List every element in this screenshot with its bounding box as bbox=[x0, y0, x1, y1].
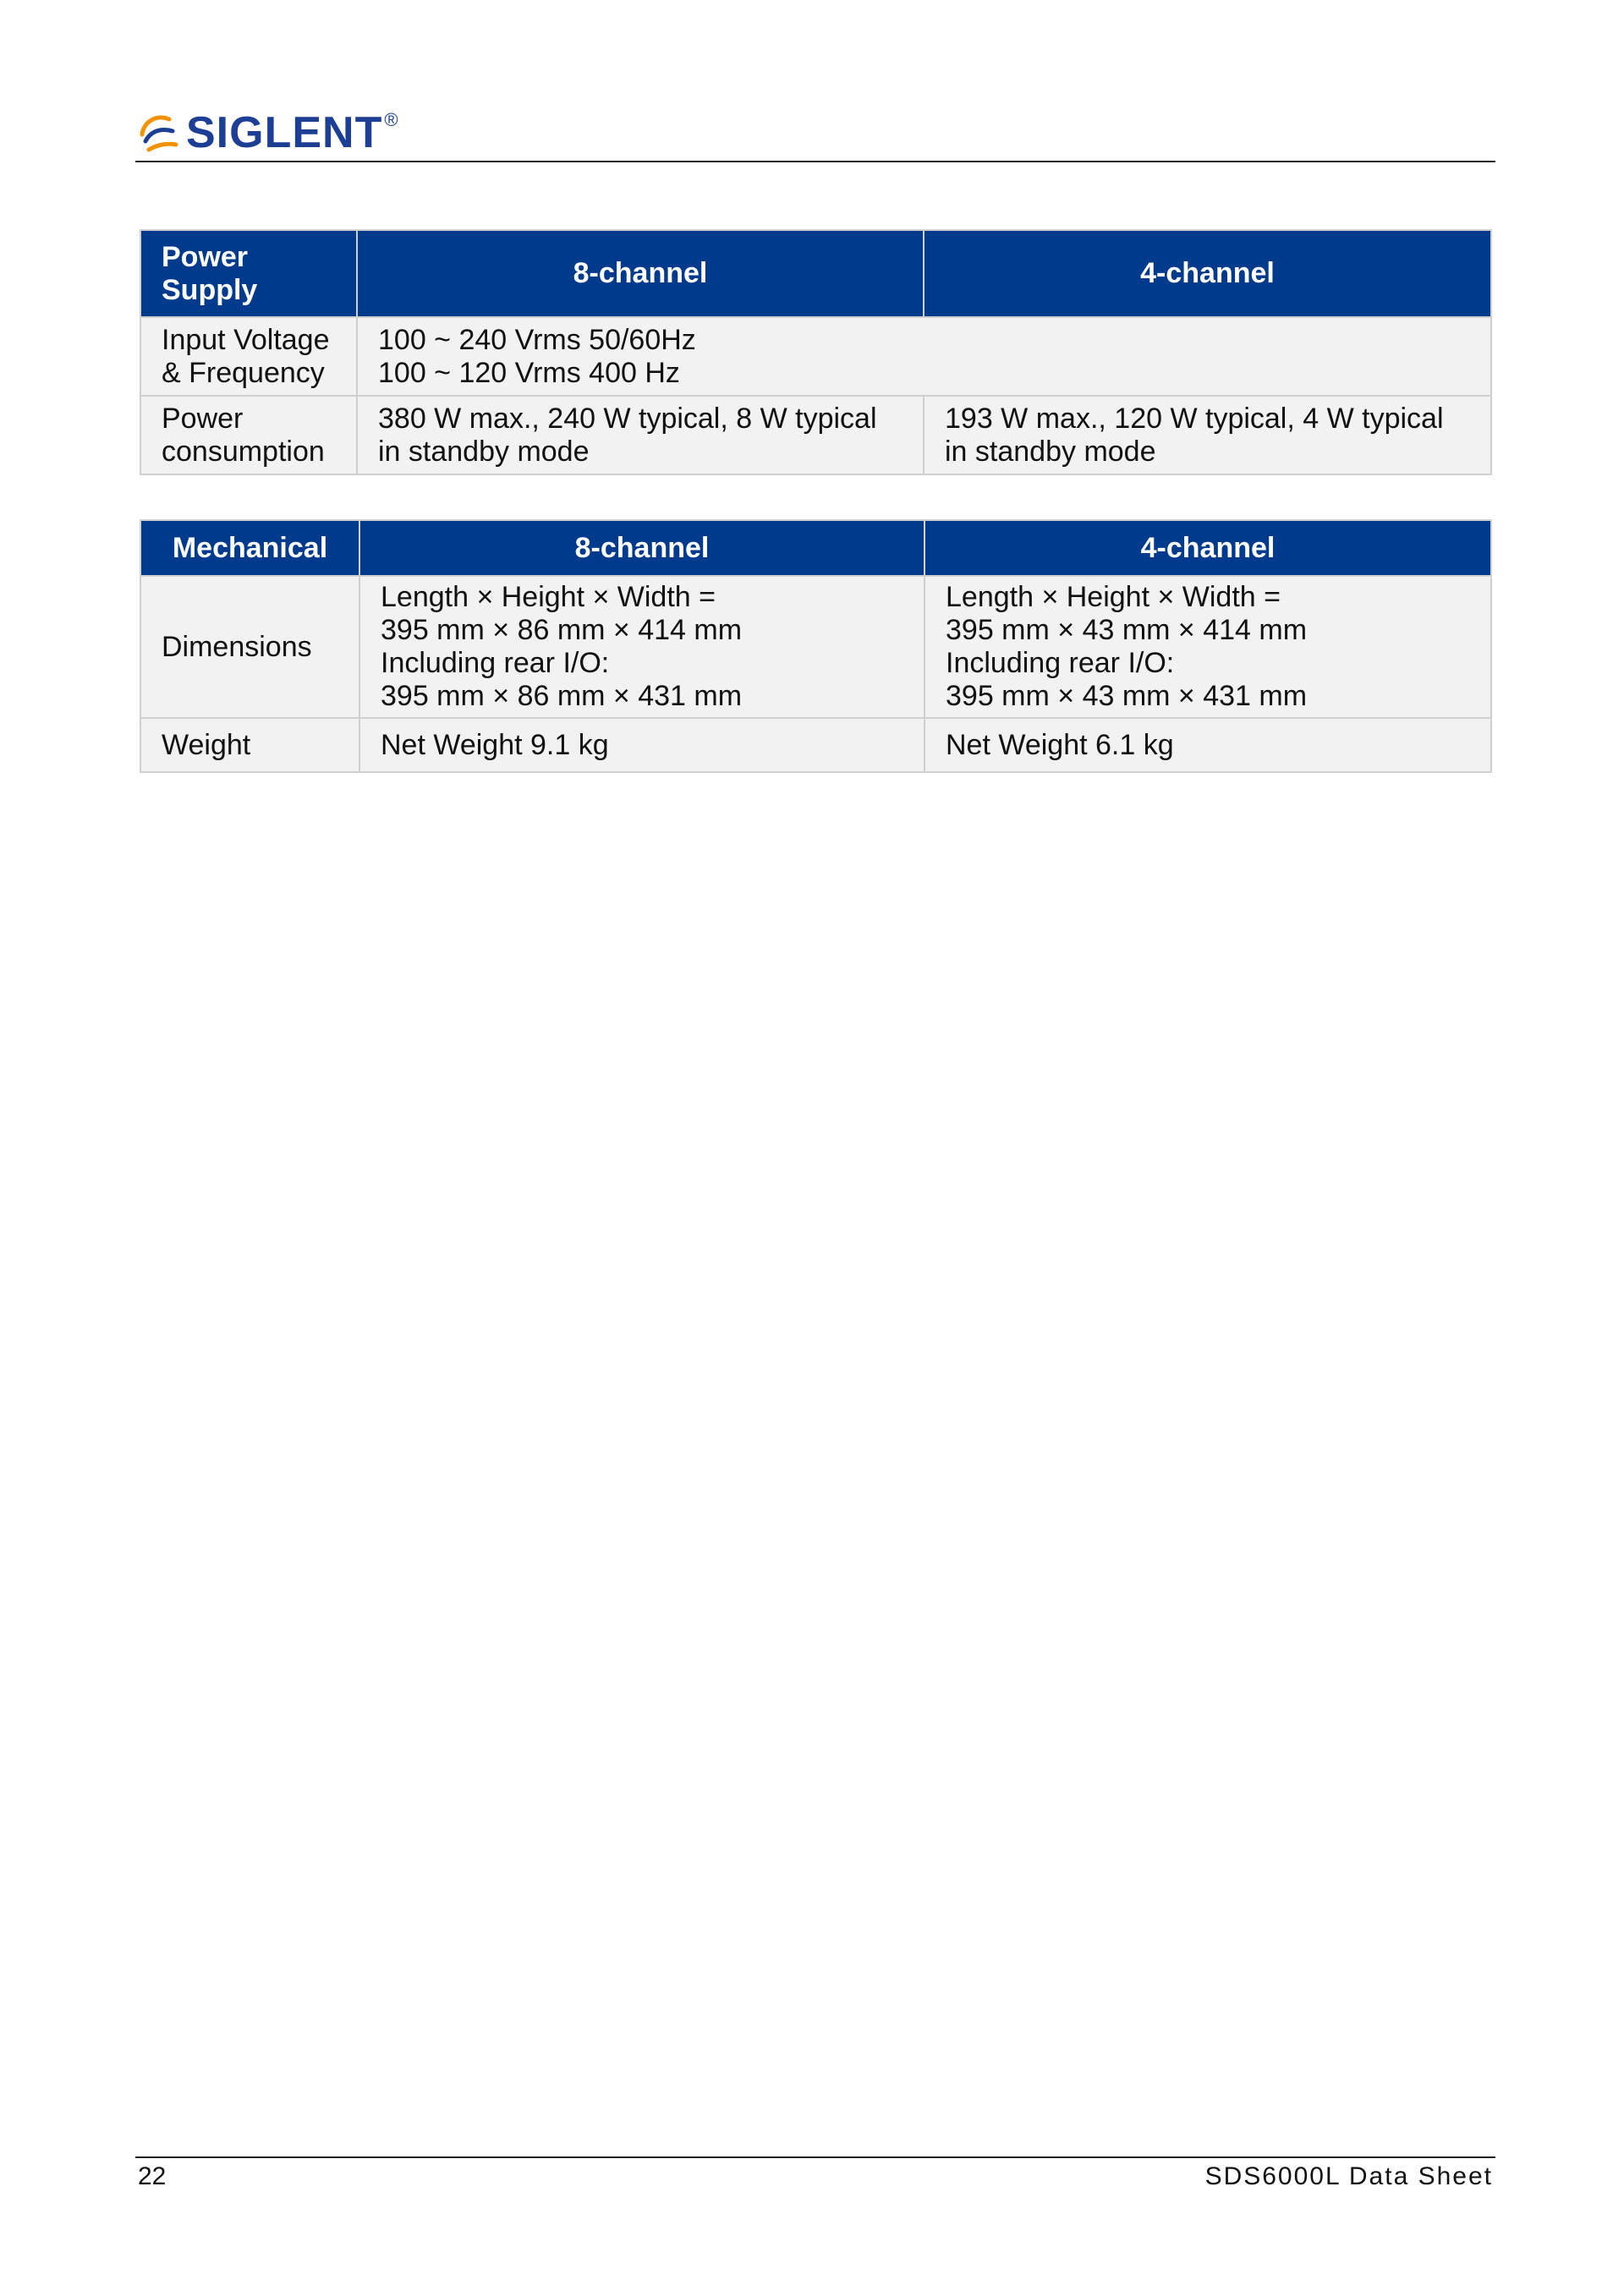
row-label-input-voltage: Input Voltage & Frequency bbox=[140, 317, 357, 396]
mechanical-heading: Mechanical bbox=[140, 520, 359, 576]
footer-divider bbox=[135, 2156, 1495, 2158]
input-voltage-value: 100 ~ 240 Vrms 50/60Hz 100 ~ 120 Vrms 400 Hz bbox=[357, 317, 1491, 396]
siglent-logo-icon bbox=[135, 109, 183, 156]
power-supply-heading: Power Supply bbox=[140, 230, 357, 317]
page-header bbox=[135, 106, 1495, 163]
dimensions-8ch: Length × Height × Width = 395 mm × 86 mm × 414 mm Including rear I/O: 395 mm × 86 mm × 431 mm bbox=[359, 576, 924, 718]
table-row bbox=[140, 317, 1491, 396]
column-header-4-channel: 4-channel bbox=[924, 520, 1491, 576]
row-label-power-consumption: Power consumption bbox=[140, 396, 357, 474]
column-header-4-channel: 4-channel bbox=[924, 230, 1491, 317]
siglent-logo bbox=[135, 106, 398, 160]
document-title: SDS6000L Data Sheet bbox=[1204, 2162, 1493, 2190]
row-label-weight: Weight bbox=[140, 718, 359, 772]
dimensions-4ch: Length × Height × Width = 395 mm × 43 mm × 414 mm Including rear I/O: 395 mm × 43 mm × 431 mm bbox=[924, 576, 1491, 718]
header-divider bbox=[135, 161, 1495, 162]
page-number: 22 bbox=[138, 2162, 167, 2190]
table-row bbox=[140, 576, 1491, 718]
power-consumption-8ch: 380 W max., 240 W typical, 8 W typical in standby mode bbox=[357, 396, 924, 474]
row-label-dimensions: Dimensions bbox=[140, 576, 359, 718]
table-row bbox=[140, 396, 1491, 474]
power-supply-table bbox=[140, 229, 1492, 475]
weight-8ch: Net Weight 9.1 kg bbox=[359, 718, 924, 772]
mechanical-table bbox=[140, 519, 1492, 773]
registered-mark: ® bbox=[384, 109, 398, 130]
column-header-8-channel: 8-channel bbox=[357, 230, 924, 317]
logo-wordmark: SIGLENT bbox=[186, 108, 383, 157]
column-header-8-channel: 8-channel bbox=[359, 520, 924, 576]
table-row bbox=[140, 718, 1491, 772]
table-header-row bbox=[140, 230, 1491, 317]
power-consumption-4ch: 193 W max., 120 W typical, 4 W typical in standby mode bbox=[924, 396, 1491, 474]
weight-4ch: Net Weight 6.1 kg bbox=[924, 718, 1491, 772]
table-header-row bbox=[140, 520, 1491, 576]
